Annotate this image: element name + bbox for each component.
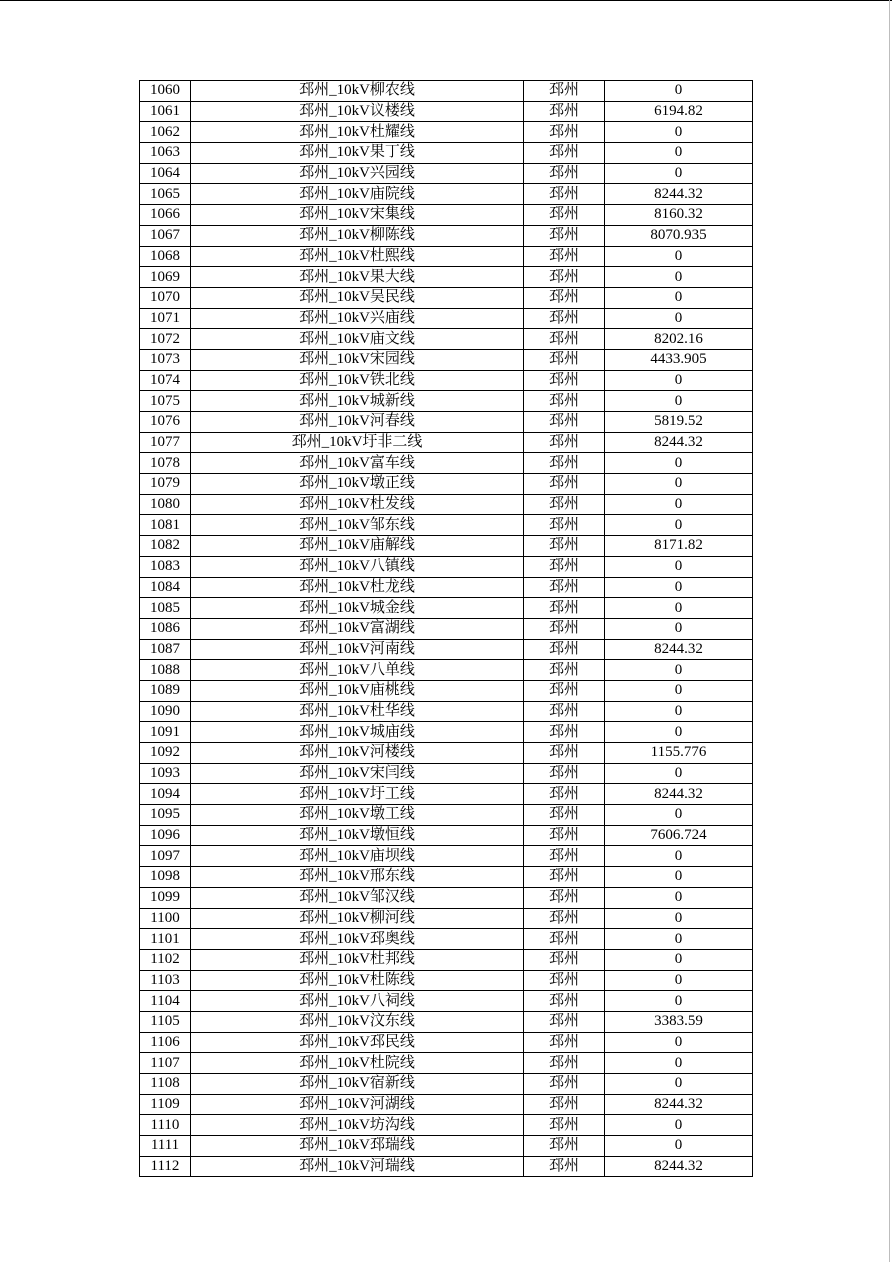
line-name-cell: 邳州_10kV河楼线 bbox=[191, 743, 524, 764]
value-cell: 0 bbox=[605, 391, 753, 412]
row-id-cell: 1080 bbox=[140, 494, 191, 515]
row-id-cell: 1110 bbox=[140, 1115, 191, 1136]
value-cell: 0 bbox=[605, 908, 753, 929]
region-cell: 邳州 bbox=[524, 163, 605, 184]
line-name-cell: 邳州_10kV果大线 bbox=[191, 267, 524, 288]
region-cell: 邳州 bbox=[524, 308, 605, 329]
value-cell: 0 bbox=[605, 1074, 753, 1095]
table-row bbox=[140, 867, 753, 888]
region-cell: 邳州 bbox=[524, 929, 605, 950]
value-cell: 6194.82 bbox=[605, 101, 753, 122]
line-name-cell: 邳州_10kV墩恒线 bbox=[191, 825, 524, 846]
table-row bbox=[140, 929, 753, 950]
table-row bbox=[140, 163, 753, 184]
row-id-cell: 1062 bbox=[140, 122, 191, 143]
region-cell: 邳州 bbox=[524, 743, 605, 764]
line-name-cell: 邳州_10kV河南线 bbox=[191, 639, 524, 660]
table-row bbox=[140, 81, 753, 102]
row-id-cell: 1078 bbox=[140, 453, 191, 474]
line-name-cell: 邳州_10kV杜邦线 bbox=[191, 949, 524, 970]
region-cell: 邳州 bbox=[524, 701, 605, 722]
region-cell: 邳州 bbox=[524, 205, 605, 226]
table-row bbox=[140, 412, 753, 433]
row-id-cell: 1093 bbox=[140, 763, 191, 784]
table-row bbox=[140, 494, 753, 515]
line-name-cell: 邳州_10kV八单线 bbox=[191, 660, 524, 681]
value-cell: 0 bbox=[605, 577, 753, 598]
line-name-cell: 邳州_10kV邹东线 bbox=[191, 515, 524, 536]
line-name-cell: 邳州_10kV杜龙线 bbox=[191, 577, 524, 598]
line-name-cell: 邳州_10kV庙院线 bbox=[191, 184, 524, 205]
region-cell: 邳州 bbox=[524, 287, 605, 308]
value-cell: 8202.16 bbox=[605, 329, 753, 350]
value-cell: 0 bbox=[605, 680, 753, 701]
line-name-cell: 邳州_10kV邳民线 bbox=[191, 1032, 524, 1053]
row-id-cell: 1069 bbox=[140, 267, 191, 288]
table-row bbox=[140, 949, 753, 970]
value-cell: 0 bbox=[605, 143, 753, 164]
row-id-cell: 1066 bbox=[140, 205, 191, 226]
row-id-cell: 1091 bbox=[140, 722, 191, 743]
value-cell: 0 bbox=[605, 453, 753, 474]
region-cell: 邳州 bbox=[524, 577, 605, 598]
value-cell: 0 bbox=[605, 949, 753, 970]
region-cell: 邳州 bbox=[524, 680, 605, 701]
table-row bbox=[140, 908, 753, 929]
region-cell: 邳州 bbox=[524, 1074, 605, 1095]
row-id-cell: 1068 bbox=[140, 246, 191, 267]
table-row bbox=[140, 660, 753, 681]
region-cell: 邳州 bbox=[524, 474, 605, 495]
table-row bbox=[140, 1115, 753, 1136]
line-name-cell: 邳州_10kV果丁线 bbox=[191, 143, 524, 164]
value-cell: 8070.935 bbox=[605, 225, 753, 246]
value-cell: 5819.52 bbox=[605, 412, 753, 433]
line-data-table bbox=[139, 80, 753, 1177]
region-cell: 邳州 bbox=[524, 101, 605, 122]
value-cell: 0 bbox=[605, 1053, 753, 1074]
value-cell: 0 bbox=[605, 1032, 753, 1053]
region-cell: 邳州 bbox=[524, 556, 605, 577]
value-cell: 0 bbox=[605, 267, 753, 288]
row-id-cell: 1071 bbox=[140, 308, 191, 329]
table-row bbox=[140, 143, 753, 164]
region-cell: 邳州 bbox=[524, 453, 605, 474]
row-id-cell: 1097 bbox=[140, 846, 191, 867]
table-row bbox=[140, 784, 753, 805]
row-id-cell: 1090 bbox=[140, 701, 191, 722]
row-id-cell: 1094 bbox=[140, 784, 191, 805]
table-row bbox=[140, 122, 753, 143]
region-cell: 邳州 bbox=[524, 122, 605, 143]
line-name-cell: 邳州_10kV富湖线 bbox=[191, 618, 524, 639]
row-id-cell: 1061 bbox=[140, 101, 191, 122]
table-row bbox=[140, 308, 753, 329]
line-name-cell: 邳州_10kV墩工线 bbox=[191, 805, 524, 826]
table-row bbox=[140, 1094, 753, 1115]
line-name-cell: 邳州_10kV柳陈线 bbox=[191, 225, 524, 246]
value-cell: 0 bbox=[605, 556, 753, 577]
value-cell: 0 bbox=[605, 660, 753, 681]
line-name-cell: 邳州_10kV杜发线 bbox=[191, 494, 524, 515]
row-id-cell: 1089 bbox=[140, 680, 191, 701]
table-row bbox=[140, 1053, 753, 1074]
page-top-border bbox=[0, 0, 892, 1]
table-row bbox=[140, 370, 753, 391]
region-cell: 邳州 bbox=[524, 598, 605, 619]
value-cell: 0 bbox=[605, 722, 753, 743]
row-id-cell: 1100 bbox=[140, 908, 191, 929]
row-id-cell: 1065 bbox=[140, 184, 191, 205]
region-cell: 邳州 bbox=[524, 536, 605, 557]
region-cell: 邳州 bbox=[524, 267, 605, 288]
line-name-cell: 邳州_10kV庙文线 bbox=[191, 329, 524, 350]
table-row bbox=[140, 805, 753, 826]
region-cell: 邳州 bbox=[524, 618, 605, 639]
line-name-cell: 邳州_10kV庙桃线 bbox=[191, 680, 524, 701]
line-name-cell: 邳州_10kV宋闫线 bbox=[191, 763, 524, 784]
region-cell: 邳州 bbox=[524, 991, 605, 1012]
line-name-cell: 邳州_10kV宿新线 bbox=[191, 1074, 524, 1095]
region-cell: 邳州 bbox=[524, 867, 605, 888]
value-cell: 0 bbox=[605, 929, 753, 950]
row-id-cell: 1077 bbox=[140, 432, 191, 453]
region-cell: 邳州 bbox=[524, 1011, 605, 1032]
value-cell: 0 bbox=[605, 1136, 753, 1157]
table-row bbox=[140, 1156, 753, 1177]
value-cell: 0 bbox=[605, 308, 753, 329]
region-cell: 邳州 bbox=[524, 412, 605, 433]
value-cell: 0 bbox=[605, 598, 753, 619]
region-cell: 邳州 bbox=[524, 391, 605, 412]
line-name-cell: 邳州_10kV八祠线 bbox=[191, 991, 524, 1012]
table-row bbox=[140, 391, 753, 412]
region-cell: 邳州 bbox=[524, 784, 605, 805]
row-id-cell: 1081 bbox=[140, 515, 191, 536]
row-id-cell: 1105 bbox=[140, 1011, 191, 1032]
line-name-cell: 邳州_10kV河瑞线 bbox=[191, 1156, 524, 1177]
row-id-cell: 1086 bbox=[140, 618, 191, 639]
line-name-cell: 邳州_10kV柳农线 bbox=[191, 81, 524, 102]
line-name-cell: 邳州_10kV柳河线 bbox=[191, 908, 524, 929]
value-cell: 0 bbox=[605, 846, 753, 867]
line-name-cell: 邳州_10kV邢东线 bbox=[191, 867, 524, 888]
region-cell: 邳州 bbox=[524, 432, 605, 453]
row-id-cell: 1092 bbox=[140, 743, 191, 764]
value-cell: 7606.724 bbox=[605, 825, 753, 846]
table-row bbox=[140, 287, 753, 308]
region-cell: 邳州 bbox=[524, 970, 605, 991]
table-row bbox=[140, 763, 753, 784]
line-name-cell: 邳州_10kV宋集线 bbox=[191, 205, 524, 226]
region-cell: 邳州 bbox=[524, 949, 605, 970]
table-row bbox=[140, 743, 753, 764]
region-cell: 邳州 bbox=[524, 722, 605, 743]
line-name-cell: 邳州_10kV杜耀线 bbox=[191, 122, 524, 143]
value-cell: 0 bbox=[605, 122, 753, 143]
row-id-cell: 1070 bbox=[140, 287, 191, 308]
row-id-cell: 1084 bbox=[140, 577, 191, 598]
row-id-cell: 1107 bbox=[140, 1053, 191, 1074]
line-name-cell: 邳州_10kV河湖线 bbox=[191, 1094, 524, 1115]
table-row bbox=[140, 701, 753, 722]
region-cell: 邳州 bbox=[524, 225, 605, 246]
region-cell: 邳州 bbox=[524, 184, 605, 205]
table-row bbox=[140, 1074, 753, 1095]
row-id-cell: 1072 bbox=[140, 329, 191, 350]
value-cell: 8244.32 bbox=[605, 184, 753, 205]
value-cell: 1155.776 bbox=[605, 743, 753, 764]
row-id-cell: 1088 bbox=[140, 660, 191, 681]
region-cell: 邳州 bbox=[524, 1032, 605, 1053]
table-row bbox=[140, 474, 753, 495]
region-cell: 邳州 bbox=[524, 763, 605, 784]
row-id-cell: 1098 bbox=[140, 867, 191, 888]
table-row bbox=[140, 598, 753, 619]
value-cell: 8244.32 bbox=[605, 432, 753, 453]
row-id-cell: 1064 bbox=[140, 163, 191, 184]
line-name-cell: 邳州_10kV杜院线 bbox=[191, 1053, 524, 1074]
line-name-cell: 邳州_10kV庙解线 bbox=[191, 536, 524, 557]
table-row bbox=[140, 101, 753, 122]
table-row bbox=[140, 577, 753, 598]
region-cell: 邳州 bbox=[524, 1136, 605, 1157]
table-row bbox=[140, 246, 753, 267]
row-id-cell: 1082 bbox=[140, 536, 191, 557]
region-cell: 邳州 bbox=[524, 1156, 605, 1177]
row-id-cell: 1111 bbox=[140, 1136, 191, 1157]
row-id-cell: 1087 bbox=[140, 639, 191, 660]
line-name-cell: 邳州_10kV墩正线 bbox=[191, 474, 524, 495]
table-row bbox=[140, 329, 753, 350]
line-name-cell: 邳州_10kV杜陈线 bbox=[191, 970, 524, 991]
row-id-cell: 1106 bbox=[140, 1032, 191, 1053]
line-name-cell: 邳州_10kV城金线 bbox=[191, 598, 524, 619]
value-cell: 8244.32 bbox=[605, 784, 753, 805]
region-cell: 邳州 bbox=[524, 846, 605, 867]
region-cell: 邳州 bbox=[524, 825, 605, 846]
line-name-cell: 邳州_10kV庙坝线 bbox=[191, 846, 524, 867]
row-id-cell: 1112 bbox=[140, 1156, 191, 1177]
table-row bbox=[140, 618, 753, 639]
row-id-cell: 1075 bbox=[140, 391, 191, 412]
page-right-edge bbox=[889, 0, 890, 1262]
row-id-cell: 1103 bbox=[140, 970, 191, 991]
value-cell: 0 bbox=[605, 163, 753, 184]
row-id-cell: 1085 bbox=[140, 598, 191, 619]
value-cell: 0 bbox=[605, 370, 753, 391]
region-cell: 邳州 bbox=[524, 143, 605, 164]
line-name-cell: 邳州_10kV富车线 bbox=[191, 453, 524, 474]
row-id-cell: 1096 bbox=[140, 825, 191, 846]
row-id-cell: 1101 bbox=[140, 929, 191, 950]
line-name-cell: 邳州_10kV汶东线 bbox=[191, 1011, 524, 1032]
row-id-cell: 1079 bbox=[140, 474, 191, 495]
line-name-cell: 邳州_10kV圩非二线 bbox=[191, 432, 524, 453]
row-id-cell: 1102 bbox=[140, 949, 191, 970]
row-id-cell: 1083 bbox=[140, 556, 191, 577]
value-cell: 0 bbox=[605, 867, 753, 888]
table-row bbox=[140, 1011, 753, 1032]
table-row bbox=[140, 349, 753, 370]
value-cell: 8244.32 bbox=[605, 639, 753, 660]
table-row bbox=[140, 1136, 753, 1157]
region-cell: 邳州 bbox=[524, 349, 605, 370]
value-cell: 0 bbox=[605, 701, 753, 722]
line-name-cell: 邳州_10kV邳奥线 bbox=[191, 929, 524, 950]
line-name-cell: 邳州_10kV邹汉线 bbox=[191, 887, 524, 908]
line-name-cell: 邳州_10kV坊沟线 bbox=[191, 1115, 524, 1136]
table-row bbox=[140, 639, 753, 660]
table-row bbox=[140, 846, 753, 867]
table-row bbox=[140, 225, 753, 246]
value-cell: 0 bbox=[605, 287, 753, 308]
region-cell: 邳州 bbox=[524, 246, 605, 267]
line-name-cell: 邳州_10kV圩工线 bbox=[191, 784, 524, 805]
row-id-cell: 1063 bbox=[140, 143, 191, 164]
row-id-cell: 1060 bbox=[140, 81, 191, 102]
table-row bbox=[140, 991, 753, 1012]
row-id-cell: 1067 bbox=[140, 225, 191, 246]
line-name-cell: 邳州_10kV河春线 bbox=[191, 412, 524, 433]
region-cell: 邳州 bbox=[524, 908, 605, 929]
row-id-cell: 1073 bbox=[140, 349, 191, 370]
line-name-cell: 邳州_10kV铁北线 bbox=[191, 370, 524, 391]
region-cell: 邳州 bbox=[524, 639, 605, 660]
table-row bbox=[140, 267, 753, 288]
line-name-cell: 邳州_10kV杜熙线 bbox=[191, 246, 524, 267]
region-cell: 邳州 bbox=[524, 370, 605, 391]
value-cell: 0 bbox=[605, 887, 753, 908]
value-cell: 0 bbox=[605, 1115, 753, 1136]
value-cell: 0 bbox=[605, 991, 753, 1012]
line-name-cell: 邳州_10kV议楼线 bbox=[191, 101, 524, 122]
value-cell: 0 bbox=[605, 246, 753, 267]
line-name-cell: 邳州_10kV城新线 bbox=[191, 391, 524, 412]
table-row bbox=[140, 680, 753, 701]
value-cell: 8171.82 bbox=[605, 536, 753, 557]
value-cell: 0 bbox=[605, 494, 753, 515]
line-name-cell: 邳州_10kV兴园线 bbox=[191, 163, 524, 184]
value-cell: 0 bbox=[605, 805, 753, 826]
table-row bbox=[140, 1032, 753, 1053]
value-cell: 8244.32 bbox=[605, 1156, 753, 1177]
line-name-cell: 邳州_10kV邳瑞线 bbox=[191, 1136, 524, 1157]
line-name-cell: 邳州_10kV宋园线 bbox=[191, 349, 524, 370]
line-name-cell: 邳州_10kV吴民线 bbox=[191, 287, 524, 308]
region-cell: 邳州 bbox=[524, 329, 605, 350]
row-id-cell: 1099 bbox=[140, 887, 191, 908]
region-cell: 邳州 bbox=[524, 805, 605, 826]
row-id-cell: 1074 bbox=[140, 370, 191, 391]
region-cell: 邳州 bbox=[524, 81, 605, 102]
region-cell: 邳州 bbox=[524, 1094, 605, 1115]
line-name-cell: 邳州_10kV城庙线 bbox=[191, 722, 524, 743]
region-cell: 邳州 bbox=[524, 1053, 605, 1074]
table-row bbox=[140, 205, 753, 226]
table-row bbox=[140, 515, 753, 536]
table-row bbox=[140, 970, 753, 991]
value-cell: 0 bbox=[605, 618, 753, 639]
row-id-cell: 1095 bbox=[140, 805, 191, 826]
value-cell: 0 bbox=[605, 763, 753, 784]
region-cell: 邳州 bbox=[524, 660, 605, 681]
value-cell: 0 bbox=[605, 474, 753, 495]
value-cell: 8160.32 bbox=[605, 205, 753, 226]
table-row bbox=[140, 184, 753, 205]
row-id-cell: 1076 bbox=[140, 412, 191, 433]
value-cell: 8244.32 bbox=[605, 1094, 753, 1115]
value-cell: 0 bbox=[605, 970, 753, 991]
row-id-cell: 1108 bbox=[140, 1074, 191, 1095]
table-row bbox=[140, 722, 753, 743]
table-row bbox=[140, 453, 753, 474]
value-cell: 4433.905 bbox=[605, 349, 753, 370]
line-name-cell: 邳州_10kV八镇线 bbox=[191, 556, 524, 577]
table-row bbox=[140, 556, 753, 577]
row-id-cell: 1109 bbox=[140, 1094, 191, 1115]
value-cell: 0 bbox=[605, 515, 753, 536]
line-name-cell: 邳州_10kV杜华线 bbox=[191, 701, 524, 722]
region-cell: 邳州 bbox=[524, 887, 605, 908]
value-cell: 3383.59 bbox=[605, 1011, 753, 1032]
value-cell: 0 bbox=[605, 81, 753, 102]
table-row bbox=[140, 536, 753, 557]
table-row bbox=[140, 825, 753, 846]
region-cell: 邳州 bbox=[524, 515, 605, 536]
region-cell: 邳州 bbox=[524, 1115, 605, 1136]
line-name-cell: 邳州_10kV兴庙线 bbox=[191, 308, 524, 329]
table-body bbox=[140, 81, 753, 1177]
row-id-cell: 1104 bbox=[140, 991, 191, 1012]
table-row bbox=[140, 887, 753, 908]
region-cell: 邳州 bbox=[524, 494, 605, 515]
table-row bbox=[140, 432, 753, 453]
